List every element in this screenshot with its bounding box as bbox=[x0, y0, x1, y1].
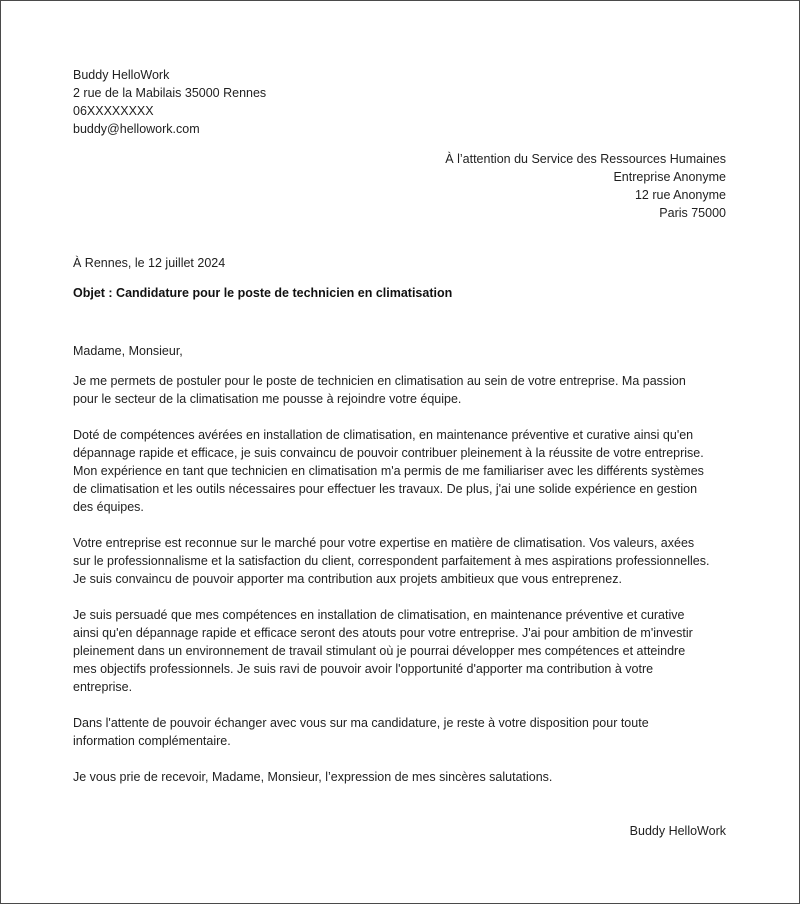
paragraph-line: pleinement dans un environnement de travail stimulant où je pourrai développer mes compétences et atteindre bbox=[73, 644, 686, 658]
sender-email: buddy@hellowork.com bbox=[73, 122, 200, 136]
paragraph-line: Mon expérience en tant que technicien en climatisation m'a permis de me familiariser avec les différents systèmes bbox=[73, 464, 704, 478]
recipient-attention: À l’attention du Service des Ressources Humaines bbox=[445, 152, 726, 166]
paragraph-line: ainsi qu'en dépannage rapide et efficace seront des atouts pour votre entreprise. J'ai pour ambition de m'investir bbox=[73, 626, 693, 640]
paragraph-line: entreprise. bbox=[73, 680, 133, 694]
paragraph-line: Je me permets de postuler pour le poste de technicien en climatisation au sein de votre entreprise. Ma passion bbox=[73, 374, 686, 388]
paragraph-line: de climatisation et les outils nécessaires pour effectuer les travaux. De plus, j'ai une solide expérience en gestion bbox=[73, 482, 698, 496]
recipient-block bbox=[445, 150, 726, 222]
recipient-city: Paris 75000 bbox=[659, 206, 726, 220]
letter-salutation: Madame, Monsieur, bbox=[73, 344, 183, 358]
paragraph-line: des équipes. bbox=[73, 500, 144, 514]
paragraph-line: Je suis convaincu de pouvoir apporter ma contribution aux projets ambitieux que vous entreprenez. bbox=[73, 572, 622, 586]
body-paragraph-5 bbox=[73, 714, 733, 750]
letter-date: À Rennes, le 12 juillet 2024 bbox=[73, 256, 226, 270]
letter-body bbox=[73, 372, 733, 804]
paragraph-line: Doté de compétences avérées en installation de climatisation, en maintenance préventive et curative ainsi qu'en bbox=[73, 428, 694, 442]
sender-phone: 06XXXXXXXX bbox=[73, 104, 154, 118]
body-paragraph-4 bbox=[73, 606, 733, 696]
paragraph-line: Votre entreprise est reconnue sur le marché pour votre expertise en matière de climatisation. Vos valeurs, axées bbox=[73, 536, 695, 550]
paragraph-line: mes objectifs professionnels. Je suis ravi de pouvoir avoir l'opportunité d'apporter ma contribution à votre bbox=[73, 662, 654, 676]
body-paragraph-2 bbox=[73, 426, 733, 516]
sender-address: 2 rue de la Mabilais 35000 Rennes bbox=[73, 86, 267, 100]
sender-block bbox=[73, 66, 266, 138]
recipient-company: Entreprise Anonyme bbox=[613, 170, 726, 184]
paragraph-line: Je suis persuadé que mes compétences en installation de climatisation, en maintenance préventive et curative bbox=[73, 608, 685, 622]
body-paragraph-1 bbox=[73, 372, 733, 408]
body-paragraph-6 bbox=[73, 768, 733, 786]
paragraph-line: sur le professionnalisme et la satisfaction du client, correspondent parfaitement à mes aspirations professionnelles. bbox=[73, 554, 710, 568]
paragraph-line: pour le secteur de la climatisation me pousse à rejoindre votre équipe. bbox=[73, 392, 462, 406]
letter-subject: Objet : Candidature pour le poste de technicien en climatisation bbox=[73, 286, 453, 300]
recipient-street: 12 rue Anonyme bbox=[634, 188, 726, 202]
body-paragraph-3 bbox=[73, 534, 733, 588]
sender-name: Buddy HelloWork bbox=[73, 68, 170, 82]
paragraph-line: Je vous prie de recevoir, Madame, Monsieur, l’expression de mes sincères salutations. bbox=[73, 770, 553, 784]
paragraph-line: information complémentaire. bbox=[73, 734, 231, 748]
letter-signature: Buddy HelloWork bbox=[629, 824, 726, 838]
paragraph-line: dépannage rapide et efficace, je suis convaincu de pouvoir contribuer pleinement à la réussite de votre entreprise. bbox=[73, 446, 704, 460]
paragraph-line: Dans l'attente de pouvoir échanger avec vous sur ma candidature, je reste à votre disposition pour toute bbox=[73, 716, 649, 730]
